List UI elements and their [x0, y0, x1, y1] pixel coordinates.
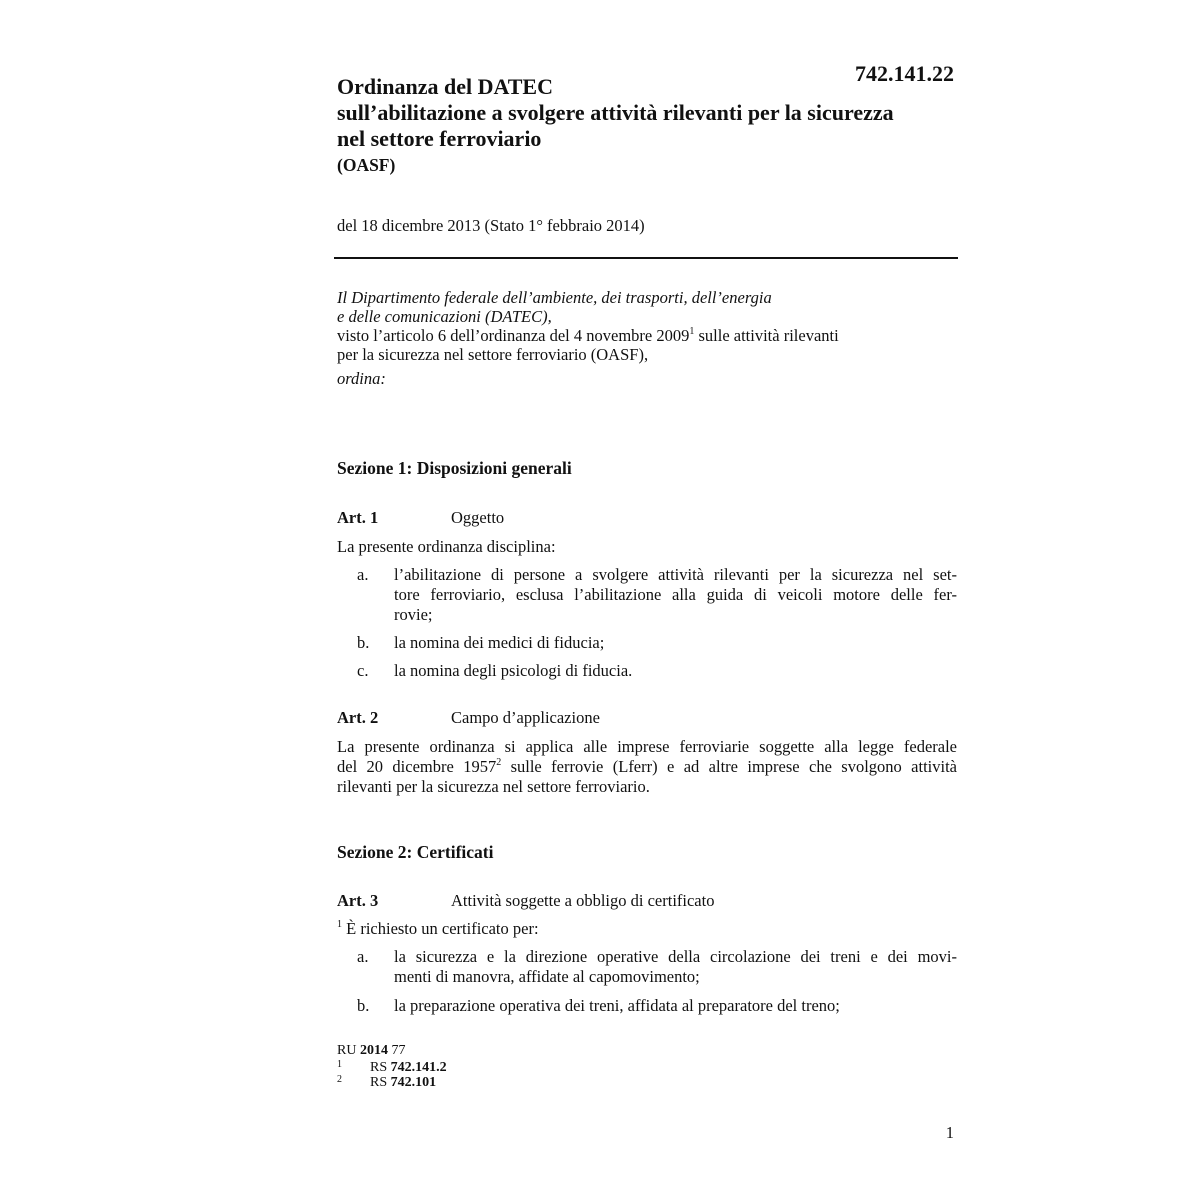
document-title [337, 74, 977, 152]
list-item-line: la sicurezza e la direzione operative della circolazione dei treni e dei movi- [394, 947, 957, 966]
article-title: Attività soggette a obbligo di certificato [451, 891, 715, 910]
preamble-visto-line [337, 326, 957, 345]
title-line: sull’abilitazione a svolgere attività rilevanti per la sicurezza [337, 100, 894, 125]
paragraph-number: 1 [337, 919, 342, 930]
article-intro: $^1$ È richiesto un certificato per: [337, 919, 539, 938]
list-item-line: tore ferroviario, esclusa l’abilitazione alla guida di veicoli motore delle fer- [394, 585, 957, 604]
ru-reference: RU 2014 77 [337, 1043, 406, 1058]
list-item-line: menti di manovra, affidate al capomovimento; [394, 967, 700, 986]
article-heading [337, 708, 600, 728]
paragraph-line: del 20 dicembre 1957$^2$ sulle ferrovie (Lferr) e ad altre imprese che svolgono attività [337, 757, 957, 776]
article-number: Art. 3 [337, 891, 379, 910]
preamble-visto-line: per la sicurezza nel settore ferroviario (OASF), [337, 345, 649, 364]
date-status-line: del 18 dicembre 2013 (Stato 1° febbraio 2014) [337, 216, 645, 235]
list-marker: a. [357, 947, 369, 966]
list-marker: c. [357, 661, 369, 680]
preamble [337, 288, 957, 388]
article-title: Oggetto [451, 508, 505, 527]
footnote-ref: 1 [689, 326, 695, 337]
footnote-mark: 2 [337, 1074, 342, 1085]
article-heading [337, 891, 714, 911]
list-item-line: rovie; [394, 605, 433, 624]
footnote-mark: 1 [337, 1059, 342, 1070]
paragraph-line: La presente ordinanza si applica alle imprese ferroviarie soggette alla legge federale [337, 737, 957, 756]
footnote-ref: 2 [496, 757, 502, 768]
paragraph-line: rilevanti per la sicurezza nel settore ferroviario. [337, 777, 650, 796]
list-item [337, 633, 957, 653]
list-item [337, 661, 957, 681]
preamble-visto-text: sulle attività rilevanti [694, 326, 839, 345]
page-number: 1 [945, 1123, 954, 1142]
list-item [337, 565, 957, 625]
sr-number: 742.141.22 [855, 61, 954, 86]
article-paragraph [337, 737, 957, 797]
preamble-ordina: ordina: [337, 369, 386, 388]
list-marker: b. [357, 633, 370, 652]
list-item-line: l’abilitazione di persone a svolgere attività rilevanti per la sicurezza nel set- [394, 565, 957, 584]
section-heading: Sezione 1: Disposizioni generali [337, 458, 572, 478]
preamble-visto-text: visto l’articolo 6 dell’ordinanza del 4 novembre 2009 [337, 326, 690, 345]
list-item-line: la preparazione operativa dei treni, affidata al preparatore del treno; [394, 996, 840, 1015]
list-item-line: la nomina degli psicologi di fiducia. [394, 661, 633, 680]
article-heading [337, 508, 504, 528]
footnote: 2 RS 742.101 [337, 1074, 437, 1090]
article-intro: La presente ordinanza disciplina: [337, 537, 556, 556]
preamble-authority-line: Il Dipartimento federale dell’ambiente, dei trasporti, dell’energia [337, 288, 772, 307]
footnotes [337, 1043, 447, 1090]
document-abbreviation: (OASF) [337, 155, 396, 175]
section-heading: Sezione 2: Certificati [337, 842, 494, 862]
list-marker: b. [357, 996, 370, 1015]
article-title: Campo d’applicazione [451, 708, 600, 727]
preamble-authority-line: e delle comunicazioni (DATEC), [337, 307, 552, 326]
list-item [337, 947, 957, 987]
article-number: Art. 1 [337, 508, 379, 527]
list-item-line: la nomina dei medici di fiducia; [394, 633, 605, 652]
list-item [337, 996, 957, 1016]
title-line: Ordinanza del DATEC [337, 74, 553, 99]
header-divider [334, 257, 958, 259]
article-number: Art. 2 [337, 708, 379, 727]
list-marker: a. [357, 565, 369, 584]
footnote: 1 RS 742.141.2 [337, 1059, 447, 1075]
title-line: nel settore ferroviario [337, 126, 542, 151]
